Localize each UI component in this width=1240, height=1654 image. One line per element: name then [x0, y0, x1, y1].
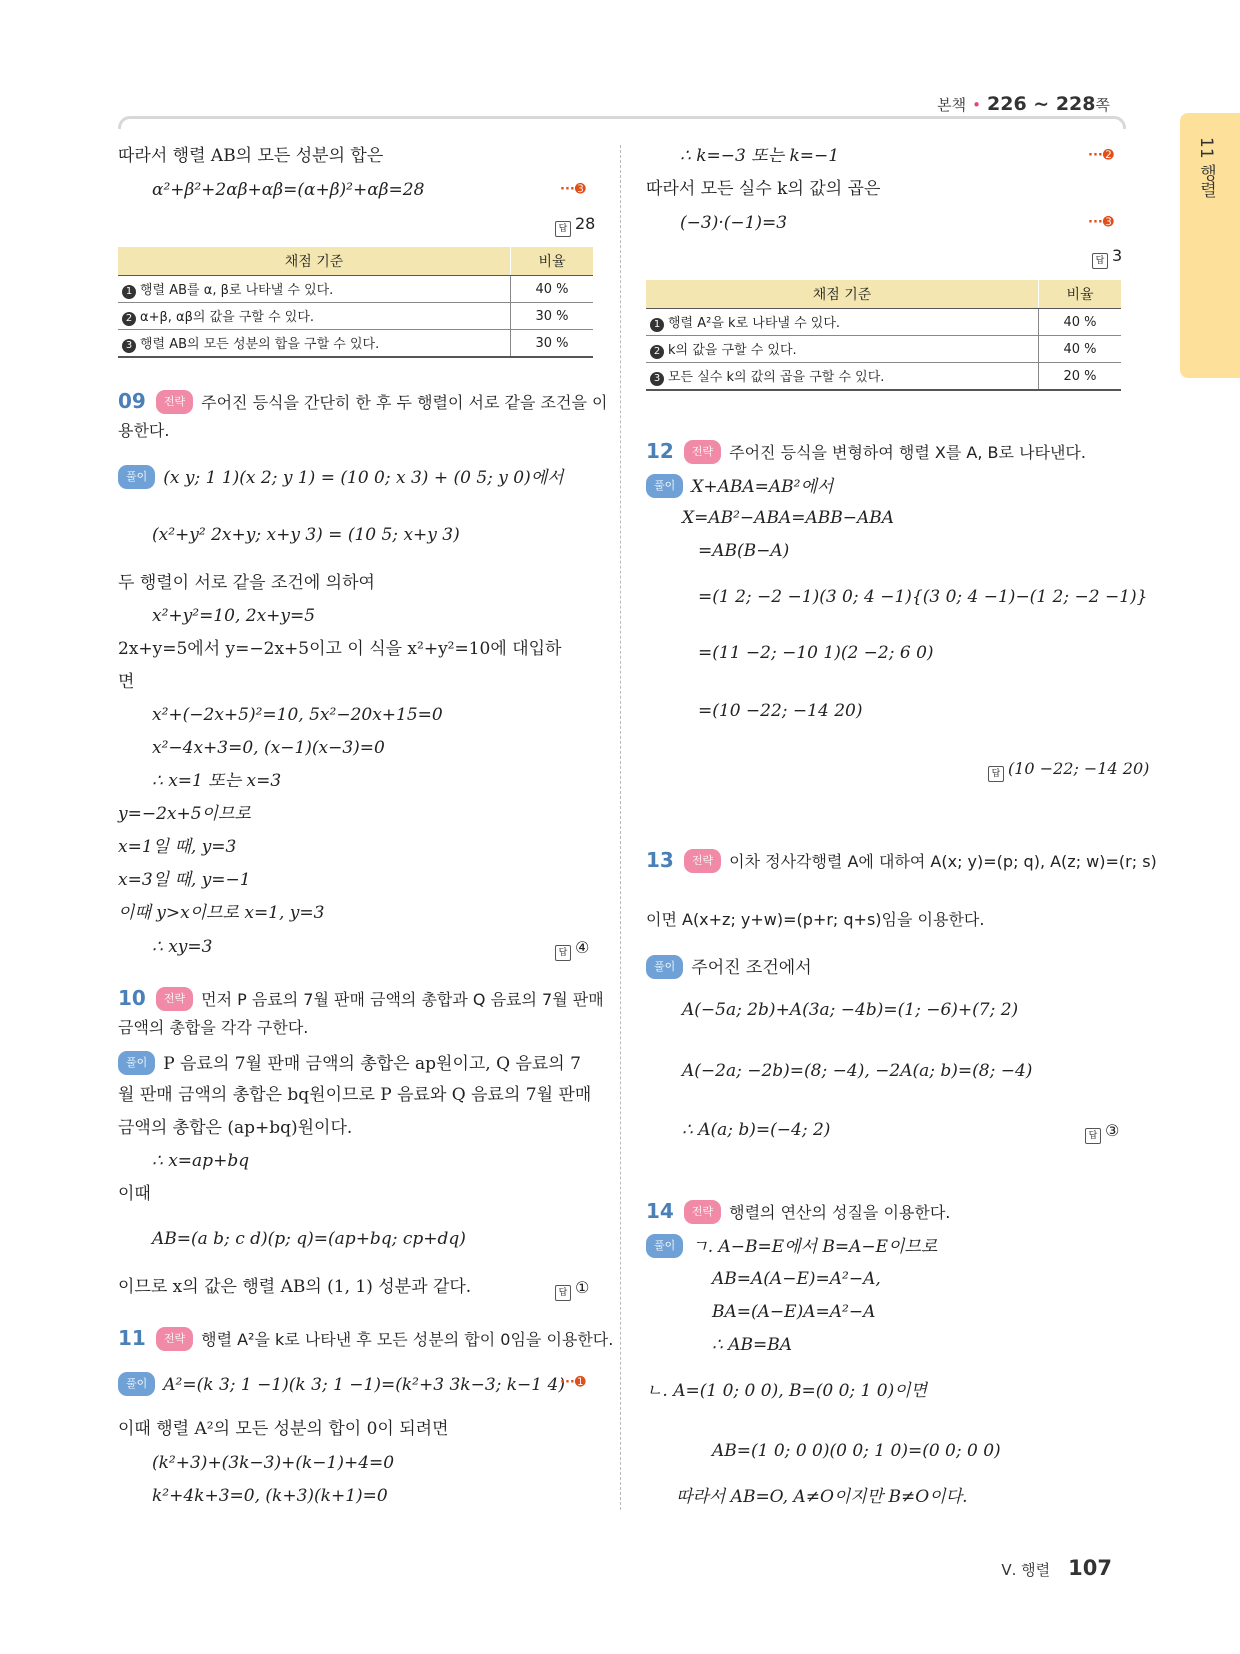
question-14-header — [646, 1200, 950, 1224]
equation: ∴ x=1 또는 x=3 — [152, 771, 282, 791]
equation: (−3)·(−1)=3 — [680, 213, 788, 233]
table-row — [118, 276, 593, 303]
table-row — [118, 330, 593, 358]
solution-line — [118, 1372, 565, 1396]
step-marker: ···➌ — [560, 182, 586, 197]
bullet-icon: 3 — [122, 339, 136, 353]
equation: =(11 −2; −10 1)(2 −2; 6 0) — [698, 643, 934, 663]
equation: =(1 2; −2 −1)(3 0; 4 −1){(3 0; 4 −1)−(1 2; −2 −1)} — [698, 587, 1148, 607]
answer-icon: 답 — [988, 766, 1004, 782]
answer-box — [988, 759, 1149, 782]
strategy-text-2: 이면 A(x+z; y+w)=(p+r; q+s)임을 이용한다. — [646, 910, 985, 929]
ratio-cell: 40 % — [1039, 309, 1122, 336]
question-12-header — [646, 440, 1086, 464]
text-line: 월 판매 금액의 총합은 bq원이므로 P 음료와 Q 음료의 7월 판매 — [118, 1085, 592, 1105]
equation: x²+y²=10, 2x+y=5 — [152, 606, 316, 626]
text-line: 이므로 x의 값은 행렬 AB의 (1, 1) 성분과 같다. — [118, 1277, 472, 1297]
strategy-tag: 전략 — [684, 849, 721, 873]
equation: AB=(a b; c d)(p; q)=(ap+bq; cp+dq) — [152, 1229, 466, 1249]
equation: x²+(−2x+5)²=10, 5x²−20x+15=0 — [152, 705, 443, 725]
strategy-text: 주어진 등식을 변형하여 행렬 X를 A, B로 나타낸다. — [729, 443, 1086, 462]
strategy-text-2: 용한다. — [118, 421, 170, 440]
criteria-text: 행렬 AB의 모든 성분의 합을 구할 수 있다. — [140, 337, 380, 352]
bullet-icon: 1 — [122, 285, 136, 299]
solution-tag: 풀이 — [646, 955, 683, 979]
left-line-1: 따라서 행렬 AB의 모든 성분의 합은 — [118, 146, 384, 166]
answer-icon: 답 — [1092, 253, 1108, 269]
page-reference: 본책 • 226 ~ 228쪽 — [937, 93, 1110, 115]
table-row — [646, 336, 1121, 363]
equation: ∴ A(a; b)=(−4; 2) — [682, 1120, 831, 1140]
strategy-tag: 전략 — [156, 1327, 193, 1351]
scoring-table-2 — [646, 280, 1121, 391]
ratio-cell: 40 % — [1039, 336, 1122, 363]
equation: AB=(1 0; 0 0)(0 0; 1 0)=(0 0; 0 0) — [712, 1441, 1001, 1461]
strategy-text: 행렬의 연산의 성질을 이용한다. — [729, 1203, 951, 1222]
answer-box — [555, 1278, 589, 1301]
question-number: 14 — [646, 1199, 674, 1223]
text-line: 면 — [118, 672, 135, 692]
table-header-criteria: 채점 기준 — [118, 247, 511, 276]
chapter-tab-label: 11 행렬 — [1196, 137, 1216, 199]
solution-tag: 풀이 — [646, 474, 683, 498]
strategy-text: 행렬 A²을 k로 나타낸 후 모든 성분의 합이 0임을 이용한다. — [201, 1330, 614, 1349]
equation: 따라서 AB=O, A≠O이지만 B≠O이다. — [676, 1487, 968, 1507]
criteria-text: 행렬 A²을 k로 나타낼 수 있다. — [668, 316, 841, 331]
question-09-header — [118, 390, 607, 414]
equation: ∴ k=−3 또는 k=−1 — [680, 146, 840, 166]
step-marker: ···➊ — [560, 1375, 586, 1390]
equation: k²+4k+3=0, (k+3)(k+1)=0 — [152, 1486, 388, 1506]
equation: ㄴ. A=(1 0; 0 0), B=(0 0; 1 0)이면 — [646, 1381, 928, 1401]
equation: (x y; 1 1)(x 2; y 1) = (10 0; x 3) + (0 5; y 0)에서 — [163, 468, 564, 488]
strategy-text: 주어진 등식을 간단히 한 후 두 행렬이 서로 같을 조건을 이 — [201, 393, 608, 412]
equation: (x²+y² 2x+y; x+y 3) = (10 5; x+y 3) — [152, 525, 460, 545]
question-number: 13 — [646, 848, 674, 872]
bullet-icon: 2 — [650, 345, 664, 359]
equation: A(−5a; 2b)+A(3a; −4b)=(1; −6)+(7; 2) — [682, 1000, 1019, 1020]
solution-text: P 음료의 7월 판매 금액의 총합은 ap원이고, Q 음료의 7 — [163, 1054, 581, 1074]
answer-value: ③ — [1105, 1121, 1120, 1140]
page-footer — [1001, 1556, 1112, 1580]
scoring-table-1 — [118, 247, 593, 358]
solution-tag: 풀이 — [118, 465, 155, 489]
answer-value: ④ — [575, 938, 590, 957]
table-row — [646, 363, 1121, 391]
bullet-icon: 1 — [650, 318, 664, 332]
answer-icon: 답 — [555, 945, 571, 961]
solution-line — [646, 474, 833, 498]
equation: AB=A(A−E)=A²−A, — [712, 1269, 881, 1289]
question-number: 10 — [118, 986, 146, 1010]
question-11-header — [118, 1327, 613, 1351]
question-number: 11 — [118, 1326, 146, 1350]
strategy-text-2: 금액의 총합을 각각 구한다. — [118, 1018, 309, 1037]
solution-line — [118, 465, 564, 489]
answer-box — [1085, 1121, 1119, 1144]
solution-tag: 풀이 — [118, 1372, 155, 1396]
equation: X=AB²−ABA=ABB−ABA — [682, 508, 895, 528]
answer-value: 28 — [575, 214, 596, 233]
ratio-cell: 40 % — [511, 276, 594, 303]
equation: x=3일 때, y=−1 — [118, 870, 251, 890]
book-label: 본책 — [937, 96, 967, 114]
ratio-cell: 30 % — [511, 330, 594, 358]
equation: x=1일 때, y=3 — [118, 837, 237, 857]
answer-box — [555, 938, 589, 961]
text-line: 두 행렬이 서로 같을 조건에 의하여 — [118, 573, 375, 593]
text-line: 이때 — [118, 1184, 151, 1204]
criteria-text: 행렬 AB를 α, β로 나타낼 수 있다. — [140, 283, 334, 298]
step-marker: ···➋ — [1088, 148, 1114, 163]
question-10-header — [118, 987, 604, 1011]
table-header-criteria: 채점 기준 — [646, 280, 1039, 309]
solution-tag: 풀이 — [646, 1234, 683, 1258]
table-row — [646, 309, 1121, 336]
text-line: 따라서 모든 실수 k의 값의 곱은 — [646, 179, 881, 199]
question-number: 09 — [118, 389, 146, 413]
strategy-tag: 전략 — [156, 987, 193, 1011]
ratio-cell: 30 % — [511, 303, 594, 330]
strategy-tag: 전략 — [684, 1200, 721, 1224]
solution-text: 주어진 조건에서 — [691, 958, 812, 978]
table-header-ratio: 비율 — [1039, 280, 1122, 309]
answer-icon: 답 — [1085, 1128, 1101, 1144]
strategy-text: 먼저 P 음료의 7월 판매 금액의 총합과 Q 음료의 7월 판매 — [201, 990, 604, 1009]
equation: ㄱ. A−B=E에서 B=A−E이므로 — [691, 1237, 938, 1257]
answer-icon: 답 — [555, 1285, 571, 1301]
column-divider — [620, 145, 621, 1510]
strategy-text: 이차 정사각행렬 A에 대하여 A(x; y)=(p; q), A(z; w)=(r; s) — [729, 852, 1157, 871]
solution-line — [646, 1234, 937, 1258]
equation: y=−2x+5이므로 — [118, 804, 251, 824]
question-number: 12 — [646, 439, 674, 463]
criteria-text: α+β, αβ의 값을 구할 수 있다. — [140, 310, 315, 325]
solution-line — [118, 1051, 581, 1075]
criteria-text: 모든 실수 k의 값의 곱을 구할 수 있다. — [668, 370, 885, 385]
text-line: 이때 행렬 A²의 모든 성분의 합이 0이 되려면 — [118, 1419, 449, 1439]
equation: A²=(k 3; 1 −1)(k 3; 1 −1)=(k²+3 3k−3; k−1 4) — [163, 1375, 565, 1395]
text-line: 2x+y=5에서 y=−2x+5이고 이 식을 x²+y²=10에 대입하 — [118, 639, 562, 659]
ratio-cell: 20 % — [1039, 363, 1122, 391]
equation: =(10 −22; −14 20) — [698, 701, 863, 721]
answer-value: 3 — [1112, 246, 1123, 265]
equation: x²−4x+3=0, (x−1)(x−3)=0 — [152, 738, 385, 758]
bullet-icon: 3 — [650, 372, 664, 386]
equation: X+ABA=AB²에서 — [691, 477, 834, 497]
chapter-tab — [1180, 113, 1240, 378]
top-divider — [118, 116, 1126, 129]
chapter-name: Ⅴ. 행렬 — [1001, 1561, 1051, 1579]
equation: ∴ xy=3 — [152, 937, 213, 957]
equation: A(−2a; −2b)=(8; −4), −2A(a; b)=(8; −4) — [682, 1061, 1033, 1081]
answer-value: (10 −22; −14 20) — [1008, 759, 1150, 778]
page-number: 107 — [1068, 1556, 1112, 1580]
answer-box — [1092, 246, 1122, 269]
equation: =AB(B−A) — [698, 541, 790, 561]
answer-icon: 답 — [555, 221, 571, 237]
strategy-tag: 전략 — [684, 440, 721, 464]
equation: 이때 y>x이므로 x=1, y=3 — [118, 903, 325, 923]
page-range: 226 ~ 228 — [987, 93, 1096, 115]
equation: BA=(A−E)A=A²−A — [712, 1302, 876, 1322]
bullet-icon: 2 — [122, 312, 136, 326]
left-line-2: α²+β²+2αβ+αβ=(α+β)²+αβ=28 — [152, 180, 425, 200]
solution-line — [646, 955, 812, 979]
question-13-header — [646, 849, 1157, 873]
text-line: 금액의 총합은 (ap+bq)원이다. — [118, 1118, 353, 1138]
table-header-ratio: 비율 — [511, 247, 594, 276]
step-marker: ···➌ — [1088, 215, 1114, 230]
strategy-tag: 전략 — [156, 390, 193, 414]
equation: ∴ x=ap+bq — [152, 1151, 250, 1171]
equation: (k²+3)+(3k−3)+(k−1)+4=0 — [152, 1453, 395, 1473]
table-row — [118, 303, 593, 330]
page-suffix: 쪽 — [1095, 96, 1110, 114]
answer-box — [555, 214, 595, 237]
solution-tag: 풀이 — [118, 1051, 155, 1075]
criteria-text: k의 값을 구할 수 있다. — [668, 343, 797, 358]
equation: ∴ AB=BA — [712, 1335, 793, 1355]
answer-value: ① — [575, 1278, 590, 1297]
